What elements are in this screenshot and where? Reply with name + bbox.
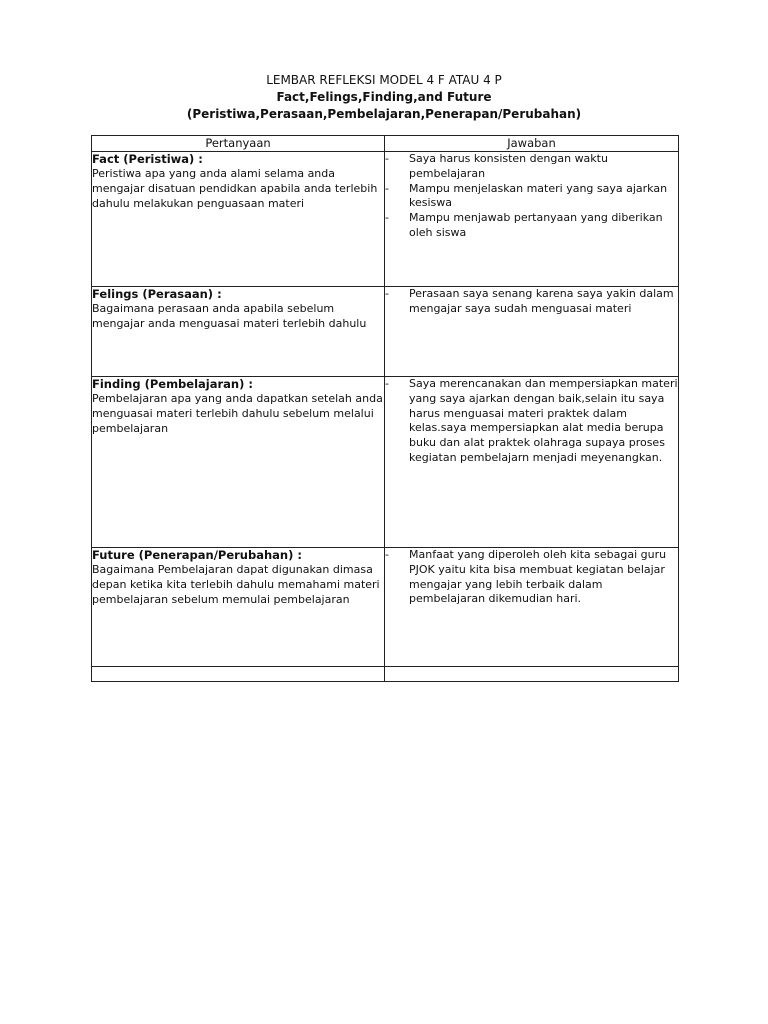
question-cell [92,287,385,377]
reflection-table [91,135,679,682]
answer-item [385,287,678,317]
question-heading: Finding (Pembelajaran) : [92,377,253,391]
question-cell [92,548,385,667]
answer-text: Saya merencanakan dan mempersiapkan materi yang saya ajarkan dengan baik,selain itu saya harus menguasai materi praktek dalam kelas.saya mempersiapkan alat media berupa buku dan alat praktek olahraga supaya proses kegiatan pembelajarn menjadi meyenangkan. [409,377,678,464]
dash-bullet: - [385,548,389,561]
question-heading: Felings (Perasaan) : [92,287,222,301]
dash-bullet: - [385,181,389,195]
column-header-answer: Jawaban [385,136,679,152]
question-cell [92,152,385,287]
answer-item [385,377,678,466]
answer-text: Mampu menjelaskan materi yang saya ajarkan kesiswa [409,181,668,210]
empty-cell [92,667,385,682]
question-text: Bagaimana Pembelajaran dapat digunakan dimasa depan ketika kita terlebih dahulu memahami materi pembelajaran sebelum memulai pembelajaran [92,563,380,606]
question-heading: Fact (Peristiwa) : [92,152,203,166]
question-text: Pembelajaran apa yang anda dapatkan setelah anda menguasai materi terlebih dahulu sebelum melalui pembelajaran [92,392,383,435]
answer-list [385,152,678,241]
document-title: LEMBAR REFLEKSI MODEL 4 F ATAU 4 P [266,73,502,87]
document-subtitle: Fact,Felings,Finding,and Future [276,90,492,104]
answer-text: Perasaan saya senang karena saya yakin dalam mengajar saya sudah menguasai materi [409,287,674,315]
answer-text: Manfaat yang diperoleh oleh kita sebagai guru PJOK yaitu kita bisa membuat kegiatan belajar mengajar yang lebih terbaik dalam pembelajaran dikemudian hari. [409,548,667,606]
dash-bullet: - [385,211,389,225]
answer-cell [385,152,679,287]
answer-cell [385,548,679,667]
empty-table-row [92,667,679,682]
answer-cell [385,287,679,377]
dash-bullet: - [385,287,389,300]
answer-item [385,548,678,607]
table-row [92,377,679,548]
answer-item [385,152,678,182]
table-row [92,548,679,667]
question-text: Peristiwa apa yang anda alami selama anda mengajar disatuan pendidkan apabila anda terlebih dahulu melakukan penguasaan materi [92,167,378,210]
column-header-question: Pertanyaan [92,136,385,152]
answer-cell [385,377,679,548]
answer-list [385,377,678,466]
table-row [92,287,679,377]
table-header-row [92,136,679,152]
empty-cell [385,667,679,682]
answer-list [385,287,678,317]
document-subtitle-translation: (Peristiwa,Perasaan,Pembelajaran,Penerapan/Perubahan) [186,107,582,121]
table-row [92,152,679,287]
answer-item [385,211,678,241]
question-heading: Future (Penerapan/Perubahan) : [92,548,302,562]
question-text: Bagaimana perasaan anda apabila sebelum mengajar anda menguasai materi terlebih dahulu [92,302,367,330]
answer-item [385,182,678,212]
question-cell [92,377,385,548]
dash-bullet: - [385,152,389,165]
dash-bullet: - [385,377,389,390]
answer-text: Saya harus konsisten dengan waktu pembelajaran [409,152,608,180]
answer-text: Mampu menjawab pertanyaan yang diberikan oleh siswa [409,211,663,239]
answer-list [385,548,678,607]
